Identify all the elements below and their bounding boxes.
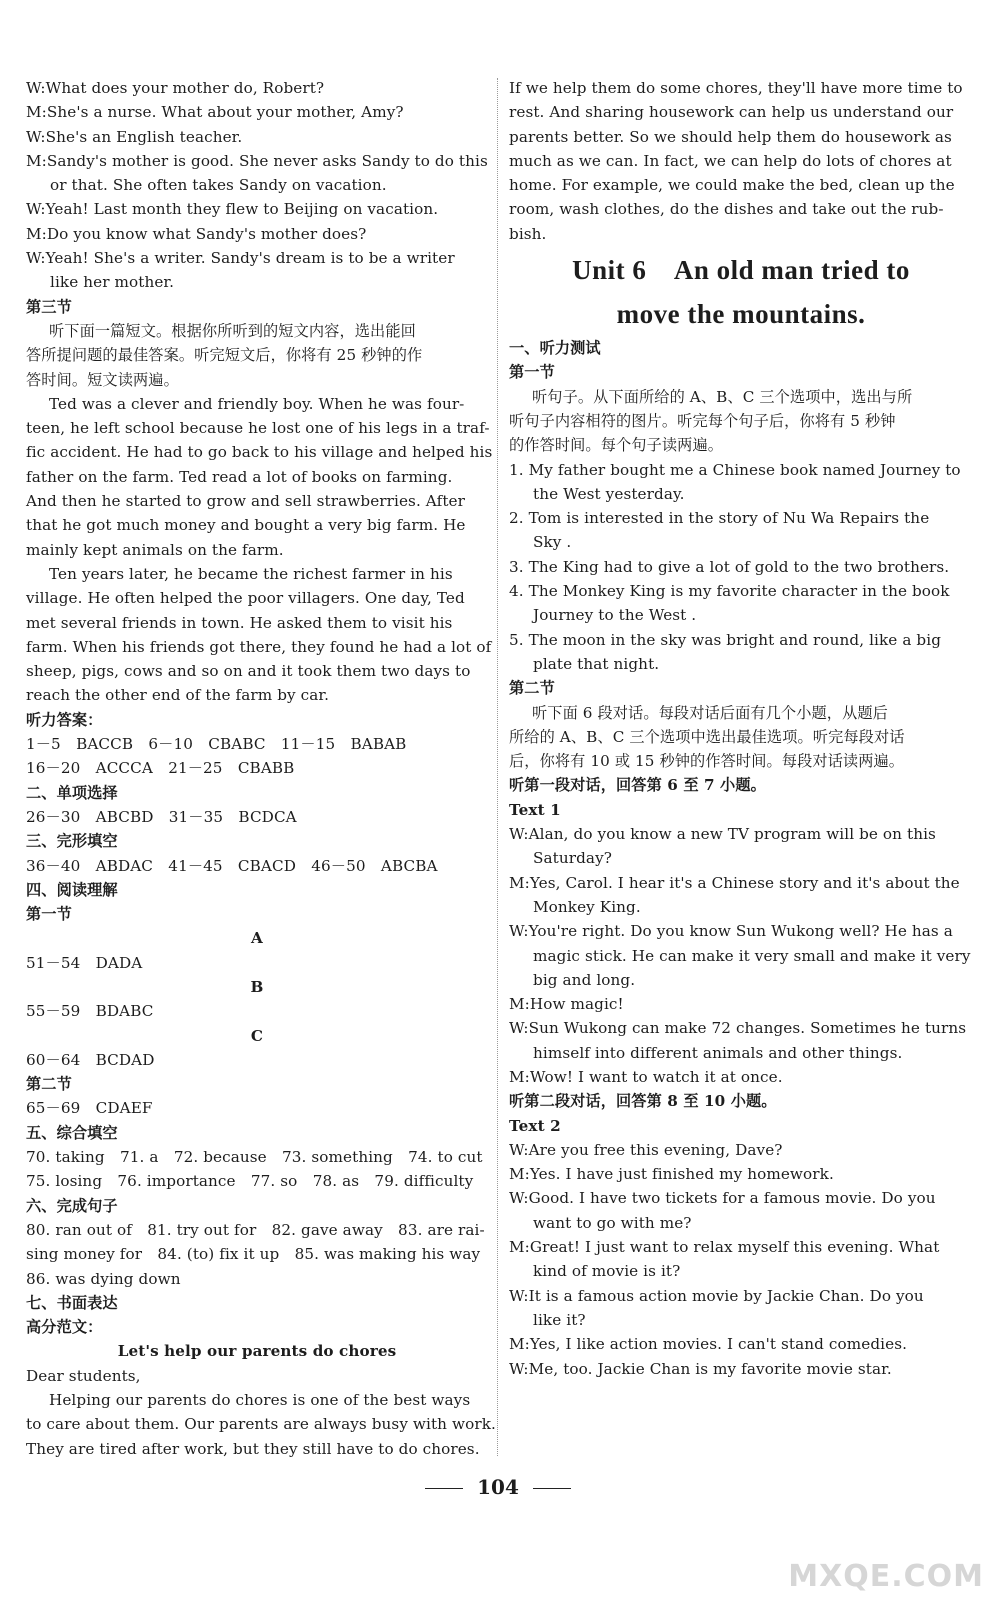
text-line: father on the farm. Ted read a lot of books on farming. <box>26 467 453 486</box>
text-line: 80. ran out of 81. try out for 82. gave away 83. are rai- <box>26 1220 485 1239</box>
text-line: reach the other end of the farm by car. <box>26 686 330 705</box>
right-column <box>509 76 973 1381</box>
text-line: to care about them. Our parents are always busy with work. <box>26 1415 496 1434</box>
text-line: 五、综合填空 <box>26 1123 118 1142</box>
text-line: W:You're right. Do you know Sun Wukong well? He has a <box>509 922 953 941</box>
text-line: much as we can. In fact, we can help do lots of chores at <box>509 151 952 170</box>
footer-dash-right <box>533 1488 571 1489</box>
text-line: 四、阅读理解 <box>26 880 118 899</box>
text-line: sheep, pigs, cows and so on and it took them two days to <box>26 662 471 681</box>
text-line: 第一节 <box>509 363 555 382</box>
text-line: 听下面 6 段对话。每段对话后面有几个小题，从题后 <box>532 703 888 722</box>
text-line: like it? <box>533 1310 586 1329</box>
text-line: 3. The King had to give a lot of gold to the two brothers. <box>509 557 950 576</box>
text-line: 听句子。从下面所给的 A、B、C 三个选项中，选出与所 <box>532 387 913 406</box>
text-line: 1. My father bought me a Chinese book named Journey to <box>509 460 961 479</box>
text-line: Sky . <box>533 533 572 552</box>
essay-continuation <box>509 76 973 246</box>
text-line: 后，你将有 10 或 15 秒钟的作答时间。每段对话读两遍。 <box>509 752 905 771</box>
text-line: bish. <box>509 224 547 243</box>
text-line: 第一节 <box>26 905 72 924</box>
text-line: M:Sandy's mother is good. She never asks Sandy to do this <box>26 151 488 170</box>
text-line: Let's help our parents do chores <box>117 1342 397 1361</box>
text-line: W:She's an English teacher. <box>26 127 243 146</box>
text-line: W:Alan, do you know a new TV program will be on this <box>509 825 936 844</box>
text-line: W:Are you free this evening, Dave? <box>509 1140 783 1159</box>
text-line: 听下面一篇短文。根据你所听到的短文内容，选出能回 <box>49 321 416 340</box>
text-line: Journey to the West . <box>533 606 697 625</box>
text-line: fic accident. He had to go back to his village and helped his <box>26 443 493 462</box>
text-line: 86. was dying down <box>26 1269 181 1288</box>
text-line: 听第一段对话，回答第 6 至 7 小题。 <box>509 776 766 795</box>
text-line: 听力答案： <box>26 710 103 729</box>
text-line: 第三节 <box>26 297 72 316</box>
text-line: teen, he left school because he lost one of his legs in a traf- <box>26 419 490 438</box>
text-line: M:Wow! I want to watch it at once. <box>509 1067 783 1086</box>
text-line: big and long. <box>533 970 636 989</box>
text-line: W:Yeah! She's a writer. Sandy's dream is to be a writer <box>26 249 455 268</box>
text-line: 70. taking 71. a 72. because 73. something 74. to cut <box>26 1148 483 1167</box>
text-line: 65－69 CDAEF <box>26 1099 153 1118</box>
text-line: farm. When his friends got there, they found he had a lot of <box>26 637 492 656</box>
text-line: Helping our parents do chores is one of the best ways <box>49 1391 471 1410</box>
text-line: room, wash clothes, do the dishes and take out the rub- <box>509 200 944 219</box>
text-line: Ted was a clever and friendly boy. When he was four- <box>49 394 465 413</box>
text-line: like her mother. <box>50 273 175 292</box>
text-line: C <box>250 1026 264 1045</box>
text-line: 一、听力测试 <box>509 339 601 358</box>
text-line: W:What does your mother do, Robert? <box>26 79 325 97</box>
text-line: 答时间。短文读两遍。 <box>26 370 179 389</box>
text-line: 4. The Monkey King is my favorite character in the book <box>509 582 950 601</box>
text-line: W:Good. I have two tickets for a famous movie. Do you <box>509 1189 936 1208</box>
text-line: 60－64 BCDAD <box>26 1050 155 1069</box>
text-line: M:She's a nurse. What about your mother, Amy? <box>26 103 404 122</box>
text-line: 答所提问题的最佳答案。听完短文后，你将有 25 秒钟的作 <box>26 346 423 365</box>
text-line: M:How magic! <box>509 995 624 1014</box>
text-line: 七、书面表达 <box>26 1293 118 1312</box>
text-line: If we help them do some chores, they'll have more time to <box>509 79 963 97</box>
footer-dash-left <box>425 1488 463 1489</box>
text-line: plate that night. <box>533 654 660 673</box>
text-line: M:Do you know what Sandy's mother does? <box>26 224 367 243</box>
text-line: rest. And sharing housework can help us understand our <box>509 103 954 122</box>
text-line: mainly kept animals on the farm. <box>26 540 284 559</box>
text-line: W:Sun Wukong can make 72 changes. Sometimes he turns <box>509 1019 967 1038</box>
text-line: M:Yes, I like action movies. I can't stand comedies. <box>509 1335 908 1354</box>
text-line: M:Yes, Carol. I hear it's a Chinese story and it's about the <box>509 873 960 892</box>
text-line: or that. She often takes Sandy on vacation. <box>50 176 387 195</box>
text-line: 75. losing 76. importance 77. so 78. as 79. difficulty <box>26 1172 474 1191</box>
text-line: M:Great! I just want to relax myself this evening. What <box>509 1238 940 1257</box>
text-line: 5. The moon in the sky was bright and round, like a big <box>509 630 942 649</box>
text-line: 36－40 ABDAC 41－45 CBACD 46－50 ABCBA <box>26 856 438 875</box>
text-line: 二、单项选择 <box>26 783 118 802</box>
text-line: They are tired after work, but they still have to do chores. <box>26 1439 480 1458</box>
left-column <box>26 76 496 1461</box>
text-line: 2. Tom is interested in the story of Nu Wa Repairs the <box>509 509 930 528</box>
text-line: Saturday? <box>533 849 613 868</box>
text-line: W:Me, too. Jackie Chan is my favorite movie star. <box>509 1359 892 1378</box>
page-footer <box>0 1475 996 1499</box>
text-line: Monkey King. <box>533 897 641 916</box>
text-line: Dear students, <box>26 1366 141 1385</box>
column-divider <box>497 78 498 1456</box>
text-line: himself into different animals and other things. <box>533 1043 903 1062</box>
unit-title-line-1: Unit 6 An old man tried to <box>572 255 910 286</box>
page-number: 104 <box>477 1475 519 1499</box>
text-line: 26－30 ABCBD 31－35 BCDCA <box>26 807 297 826</box>
text-line: W:It is a famous action movie by Jackie Chan. Do you <box>509 1286 924 1305</box>
text-line: A <box>251 929 263 948</box>
text-line: village. He often helped the poor villagers. One day, Ted <box>26 589 465 608</box>
text-line: 51－54 DADA <box>26 953 143 972</box>
text-line: 三、完形填空 <box>26 832 118 851</box>
text-line: Text 1 <box>509 800 561 819</box>
text-line: 55－59 BDABC <box>26 1002 154 1021</box>
text-line: 高分范文： <box>26 1318 103 1337</box>
text-line: 第二节 <box>509 679 555 698</box>
text-line: that he got much money and bought a very big farm. He <box>26 516 466 535</box>
text-line: home. For example, we could make the bed, clean up the <box>509 176 955 195</box>
text-line: W:Yeah! Last month they flew to Beijing on vacation. <box>26 200 439 219</box>
text-line: And then he started to grow and sell strawberries. After <box>26 492 465 511</box>
text-line: kind of movie is it? <box>533 1262 681 1281</box>
text-line: Text 2 <box>509 1116 561 1135</box>
text-line: B <box>250 977 264 996</box>
text-line: 的作答时间。每个句子读两遍。 <box>509 436 724 455</box>
text-line: parents better. So we should help them do housework as <box>509 127 952 146</box>
text-line: 第二节 <box>26 1075 72 1094</box>
text-line: 听第二段对话，回答第 8 至 10 小题。 <box>509 1092 777 1111</box>
text-line: 16－20 ACCCA 21－25 CBABB <box>26 759 295 778</box>
text-line: 听句子内容相符的图片。听完每个句子后，你将有 5 秒钟 <box>509 411 896 430</box>
text-line: magic stick. He can make it very small and make it very <box>533 946 971 965</box>
text-line: Ten years later, he became the richest farmer in his <box>49 564 453 583</box>
text-line: want to go with me? <box>533 1213 692 1232</box>
text-line: the West yesterday. <box>533 484 685 503</box>
text-line: sing money for 84. (to) fix it up 85. was making his way <box>26 1245 481 1264</box>
listening-section <box>509 336 973 1381</box>
text-line: M:Yes. I have just finished my homework. <box>509 1165 834 1184</box>
unit-title-line-2: move the mountains. <box>616 299 866 330</box>
watermark-logo: MXQE.COM <box>788 1559 984 1594</box>
text-line: met several friends in town. He asked them to visit his <box>26 613 453 632</box>
text-line: 1－5 BACCB 6－10 CBABC 11－15 BABAB <box>26 735 407 754</box>
text-line: 所给的 A、B、C 三个选项中选出最佳选项。听完每段对话 <box>509 727 905 746</box>
text-line: 六、完成句子 <box>26 1196 118 1215</box>
